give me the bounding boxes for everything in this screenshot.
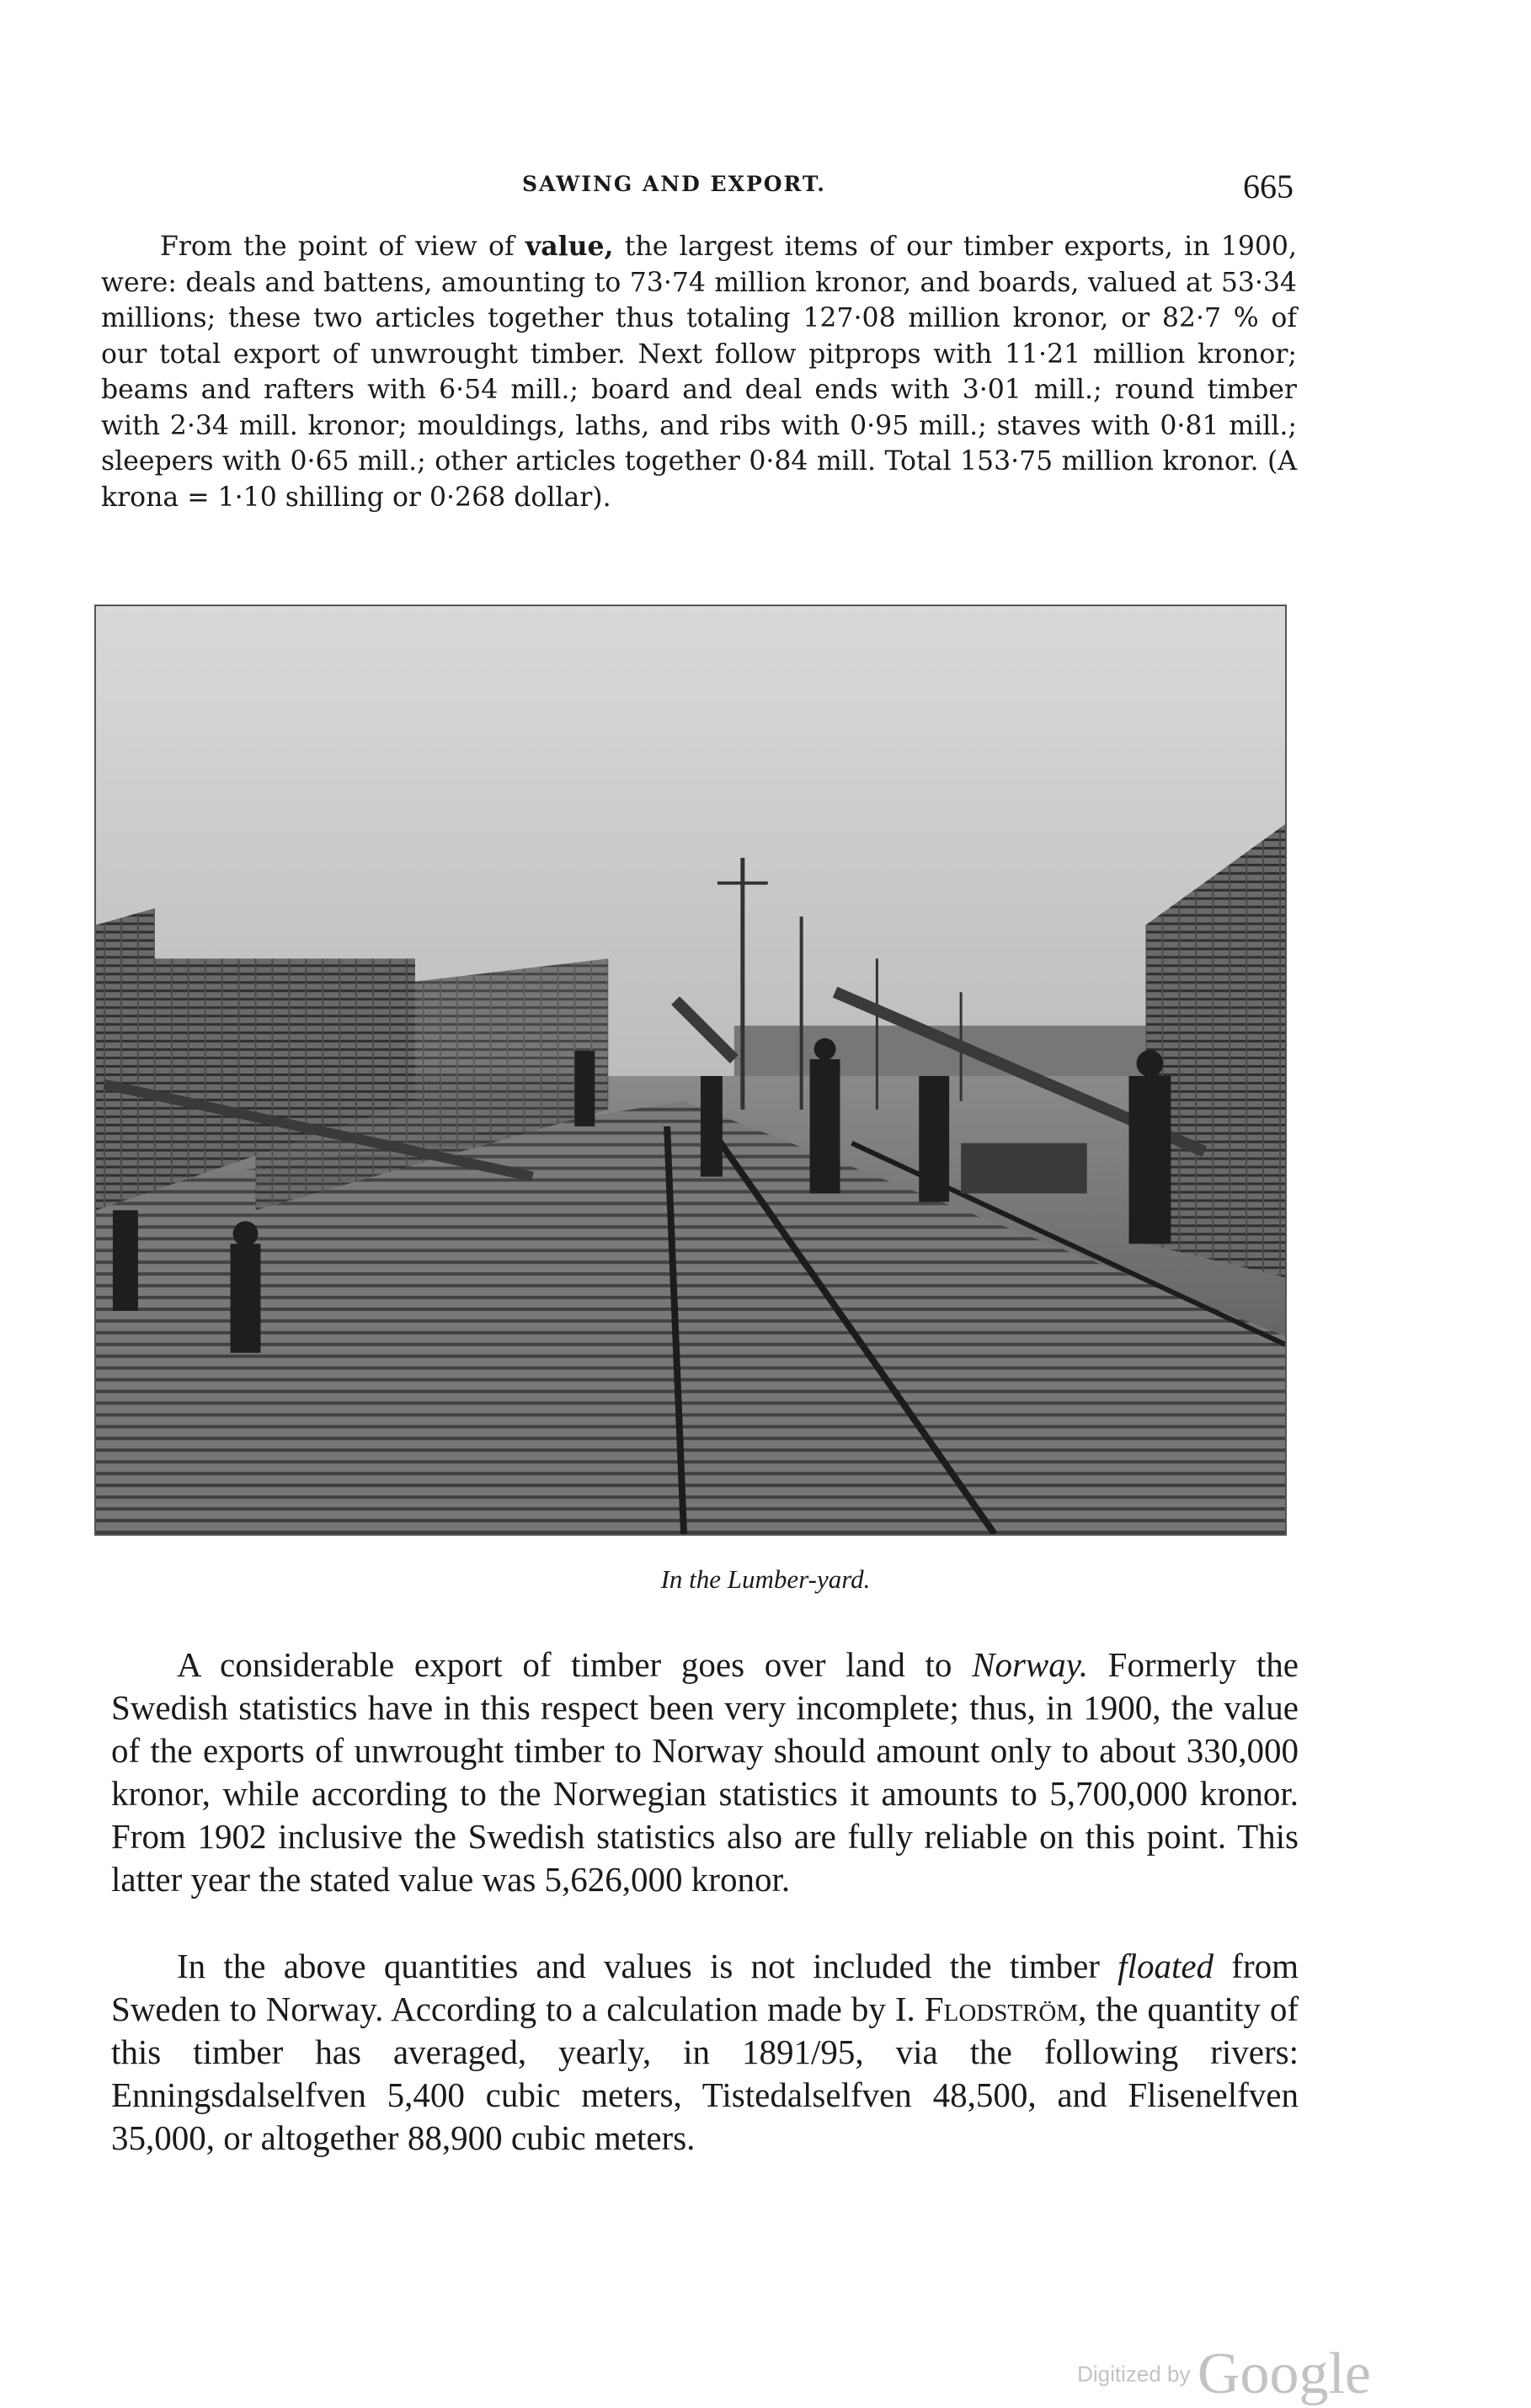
italic-term: floated [1118, 1947, 1214, 1985]
author-name: Flodström, [924, 1990, 1087, 2028]
worker-figure [231, 1244, 261, 1353]
figure-caption: In the Lumber-yard. [660, 1564, 871, 1594]
worker-figure [701, 1076, 723, 1177]
worker-figure [810, 1059, 840, 1193]
running-title: SAWING AND EXPORT. [522, 172, 826, 196]
digitized-watermark [1077, 2341, 1371, 2406]
paragraph-lead: A considerable export of timber goes over land to [177, 1645, 973, 1684]
worker-head [233, 1221, 259, 1246]
paragraph-export-values [101, 229, 1297, 515]
timber-cart [961, 1143, 1087, 1194]
paragraph-norway-export [111, 1644, 1299, 1901]
worker-head [814, 1038, 836, 1060]
photo-illustration [96, 606, 1285, 1534]
worker-figure [574, 1051, 595, 1127]
page-number: 665 [1243, 168, 1294, 205]
paragraph-body: the quantity of this timber has averaged, yearly, in 1891/95, via the following rivers: Enningsdalselfven 5,400 cubic meters, Tistedalselfven 48,500, and Flisenelfven 35,000, or altogether 88,900 cubic meters. [111, 1990, 1299, 2157]
paragraph-floated-timber [111, 1945, 1299, 2160]
worker-figure [919, 1076, 949, 1201]
italic-term: Norway. [972, 1645, 1088, 1684]
paragraph-middle: from Sweden to Norway. According to a calculation made by I. [111, 1947, 1299, 2028]
worker-figure [1129, 1076, 1171, 1244]
paragraph-body: the largest items of our timber exports, in 1900, were: deals and battens, amounting to 73·74 million kronor, and boards, valued at 53·34 millions; these two articles together thus totaling 127·08 million kronor, or 82·7 % of our total export of unwrought timber. Next follow pitprops with 11·21 million kronor; beams and rafters with 6·54 mill.; board and deal ends with 3·01 mill.; round timber with 2·34 mill. kronor; mouldings, laths, and ribs with 0·95 mill.; staves with 0·81 mill.; sleepers with 0·65 mill.; other articles together 0·84 mill. Total 153·75 million kronor. (A krona = 1·10 shilling or 0·268 dollar). [101, 232, 1297, 513]
digitized-by-label: Digitized by [1077, 2361, 1191, 2387]
paragraph-lead: In the above quantities and values is not included the timber [177, 1947, 1118, 1985]
paragraph-lead: From the point of view of [160, 232, 525, 262]
google-logo: Google [1197, 2341, 1371, 2406]
paragraph-body: Formerly the Swedish statistics have in this respect been very incomplete; thus, in 1900, the value of the exports of unwrought timber to Norway should amount only to about 330,000 kronor, while according to the Norwegian statistics it amounts to 5,700,000 kronor. From 1902 inclusive the Swedish statistics also are fully reliable on this point. This latter year the stated value was 5,626,000 kronor. [111, 1645, 1299, 1899]
worker-figure [113, 1210, 138, 1311]
worker-head [1137, 1050, 1164, 1077]
lumber-yard-photograph [94, 605, 1287, 1536]
running-header [0, 167, 1531, 209]
bold-term: value, [525, 231, 614, 262]
